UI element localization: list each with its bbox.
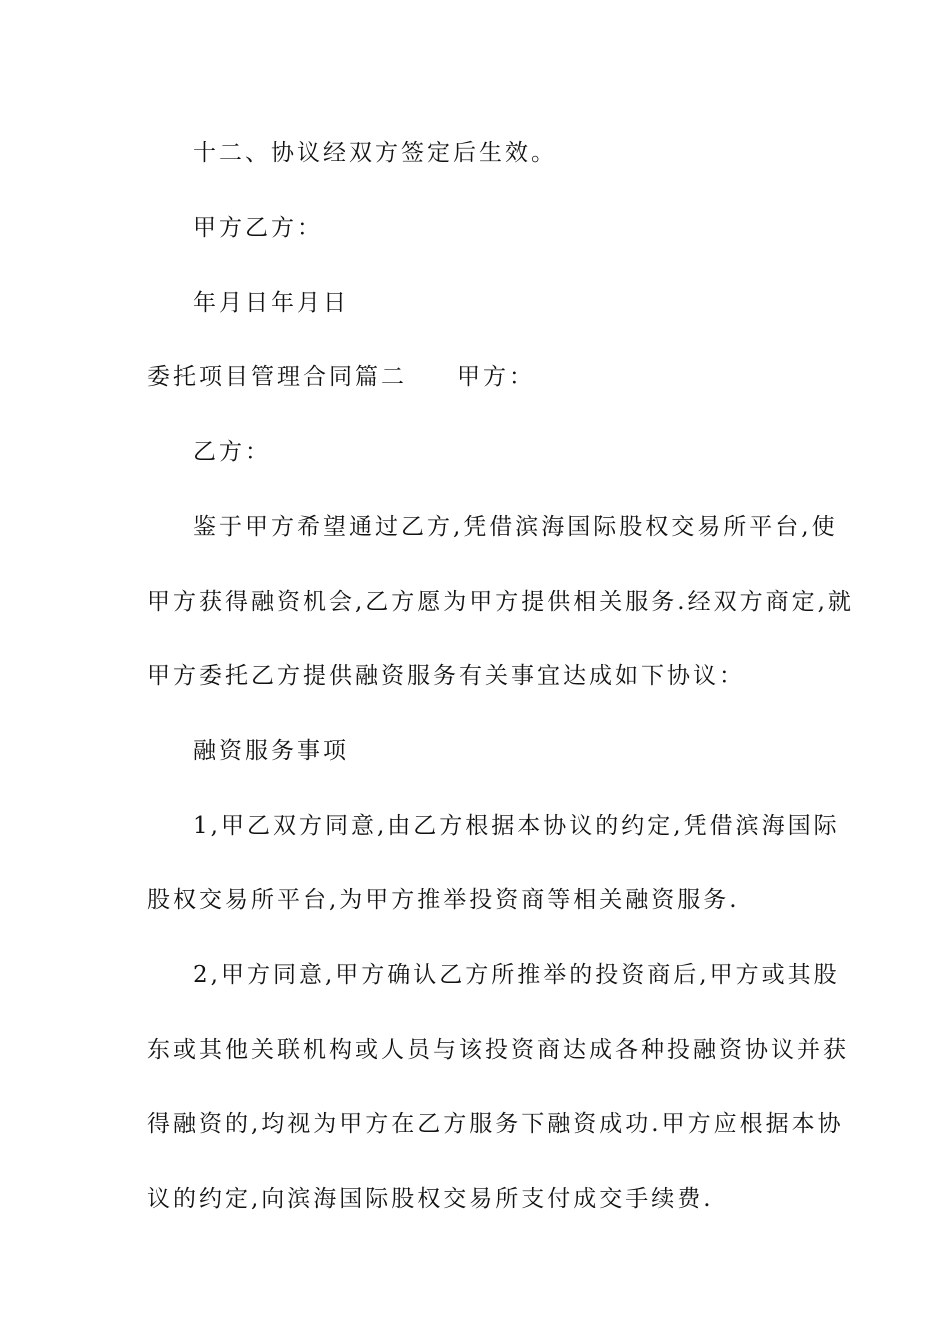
preamble-line-1: 鉴于甲方希望通过乙方,凭借滨海国际股权交易所平台,使 [193,514,838,540]
party-a-label: 甲方： [457,364,535,390]
item-1-line-2: 股权交易所平台,为甲方推举投资商等相关融资服务. [147,887,740,913]
signature-dates: 年月日年月日 [193,290,349,316]
item-2-line-2: 东或其他关联机构或人员与该投资商达成各种投融资协议并获 [147,1037,849,1063]
subheading-financing-services: 融资服务事项 [193,738,349,764]
clause-twelve: 十二、协议经双方签定后生效。 [193,140,557,166]
preamble-line-2: 甲方获得融资机会,乙方愿为甲方提供相关服务.经双方商定,就 [147,589,854,615]
preamble-line-3: 甲方委托乙方提供融资服务有关事宜达成如下协议： [147,663,745,689]
section-heading-line [147,362,535,392]
item-2-line-4: 议的约定,向滨海国际股权交易所支付成交手续费. [147,1186,714,1212]
item-2-line-3: 得融资的,均视为甲方在乙方服务下融资成功.甲方应根据本协 [147,1111,844,1137]
party-b-label: 乙方： [193,439,271,465]
item-1-line-1: 1,甲乙双方同意,由乙方根据本协议的约定,凭借滨海国际 [193,813,840,839]
item-2-line-1: 2,甲方同意,甲方确认乙方所推举的投资商后,甲方或其股 [193,962,840,988]
signature-parties: 甲方乙方： [193,215,323,241]
section-title: 委托项目管理合同篇二 [147,364,407,390]
